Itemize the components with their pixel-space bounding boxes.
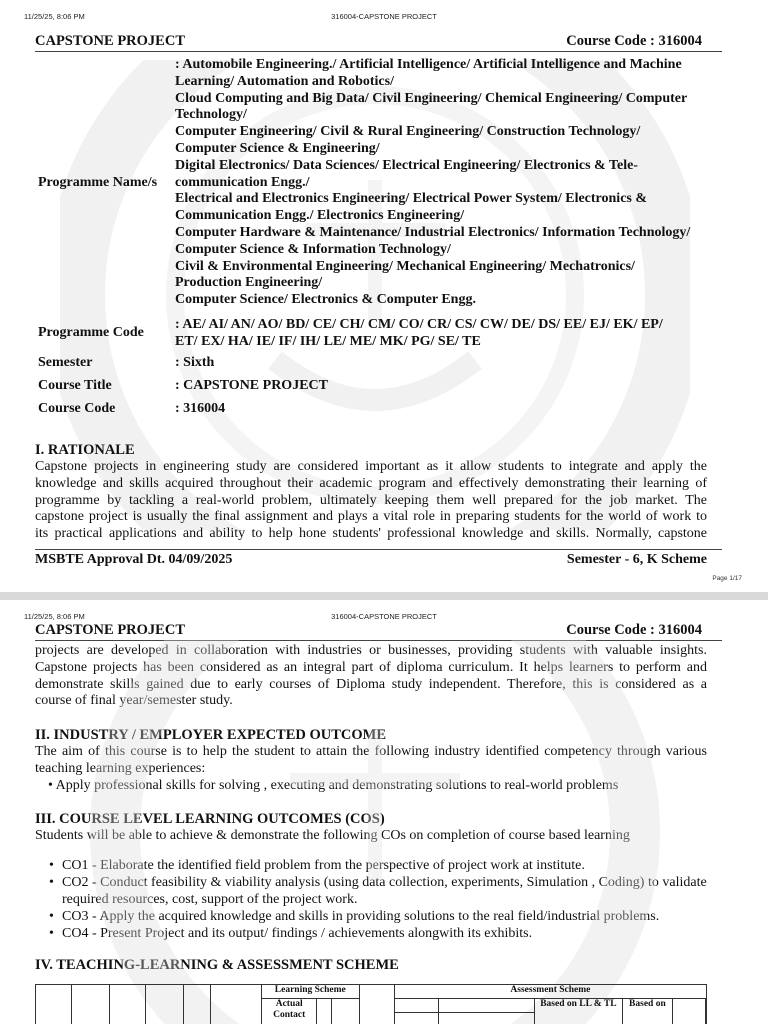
course-code-value: : 316004 [175, 401, 226, 416]
actual-contact-header: Actual Contact [261, 999, 317, 1024]
programme-names-line: Computer Science & Information Technology/ [175, 241, 451, 257]
section-3-intro: Students will be able to achieve & demonstrate the following COs on completion of course based learning [35, 827, 630, 843]
table-cell [183, 985, 210, 1024]
table-cell [438, 999, 534, 1013]
based-on-ll-tl-header: Based on LL & TL [534, 999, 623, 1024]
page2-content [35, 643, 707, 974]
table-row [36, 985, 707, 999]
programme-code-line: : AE/ AI/ AN/ AO/ BD/ CE/ CH/ CM/ CO/ CR/ CS/ CW/ DE/ DS/ EE/ EJ/ EK/ EP/ [175, 317, 663, 332]
programme-names-line: Production Engineering/ [175, 275, 323, 291]
co-item: • CO1 - Elaborate the identified field problem from the perspective of project work at institute. [35, 858, 707, 875]
course-code-row [35, 401, 725, 424]
co-item: • CO4 - Present Project and its output/ findings / achievements alongwith its exhibits. [35, 926, 707, 943]
programme-names-line: Computer Science & Engineering/ [175, 140, 380, 156]
co-list [35, 858, 707, 942]
rationale-line: its practical applications and ability to help hone students' professional knowledge and skills. Normally, capstone [35, 526, 707, 542]
programme-names-line: Electrical and Electronics Engineering/ Electrical Power System/ Electronics & [175, 191, 648, 207]
programme-names-line: : Automobile Engineering./ Artificial Intelligence/ Artificial Intelligence and Machine [175, 57, 682, 72]
rationale-cont-line: projects are developed in collaboration with industries or businesses, providing students with valuable insights. [35, 643, 707, 658]
course-info-block [35, 57, 725, 424]
page-footer [35, 549, 722, 568]
rationale-section [35, 442, 707, 543]
print-header [0, 12, 768, 24]
programme-names-line: Communication Engg./ Electronics Engineering/ [175, 208, 465, 224]
learning-scheme-header: Learning Scheme [261, 985, 359, 999]
section-2-heading: II. INDUSTRY / EMPLOYER EXPECTED OUTCOME [35, 727, 387, 744]
rationale-line: Capstone projects in engineering study are considered important as it allow students to integrate and apply the [35, 459, 707, 474]
running-header-course-code: Course Code : 316004 [566, 33, 702, 49]
course-title-row [35, 378, 725, 401]
rationale-body [35, 459, 707, 543]
programme-code-row [35, 317, 725, 355]
running-header-title: CAPSTONE PROJECT [35, 33, 185, 49]
section-2-line: The aim of this course is to help the student to attain the following industry identified competency through various [35, 744, 707, 760]
programme-names-value [175, 57, 725, 309]
rationale-line: capstone project is usually the final assignment and plays a vital role in preparing students for the world of work to [35, 509, 707, 525]
programme-names-label: Programme Name/s [38, 175, 158, 190]
co-item: • CO2 - Conduct feasibility & viability analysis (using data collection, experiments, Simulation , Coding) to validate required resources, cost, support of the project work. [35, 875, 707, 909]
programme-code-label: Programme Code [38, 325, 144, 340]
rationale-cont-line: course of final year/semester study. [35, 693, 233, 709]
course-title-label: Course Title [38, 378, 112, 393]
teaching-assessment-table [35, 984, 707, 1024]
course-code-label: Course Code [38, 401, 116, 416]
programme-code-line: ET/ EX/ HA/ IE/ IF/ IH/ LE/ ME/ MK/ PG/ SE/ TE [175, 333, 481, 349]
rationale-cont-line: Capstone projects has been considered as an integral part of diploma curriculum. It helps learners to perform and [35, 659, 707, 675]
semester-scheme: Semester - 6, K Scheme [566, 552, 707, 567]
running-header-title: CAPSTONE PROJECT [35, 622, 185, 638]
programme-names-line: Cloud Computing and Big Data/ Civil Engineering/ Chemical Engineering/ Computer [175, 90, 688, 106]
table-cell [145, 985, 183, 1024]
table-cell [706, 999, 707, 1024]
section-2-body [35, 744, 707, 794]
section-4-heading: IV. TEACHING-LEARNING & ASSESSMENT SCHEME [35, 957, 399, 974]
print-timestamp: 11/25/25, 8:06 PM [24, 12, 85, 21]
rationale-continuation [35, 643, 707, 710]
table-cell [317, 999, 332, 1024]
running-header-course-code: Course Code : 316004 [566, 622, 702, 638]
table-cell [438, 1013, 534, 1024]
print-title: 316004-CAPSTONE PROJECT [331, 12, 437, 21]
semester-label: Semester [38, 355, 93, 370]
programme-names-line: Computer Hardware & Maintenance/ Industrial Electronics/ Information Technology/ [175, 224, 691, 240]
rationale-cont-line: demonstrate skills gained due to early courses of Diploma study independent. Therefore, this is considered as a [35, 676, 707, 692]
co-item: • CO3 - Apply the acquired knowledge and skills in providing solutions to the real field/industrial problems. [35, 909, 707, 926]
table-cell [211, 985, 262, 1024]
table-cell [394, 1013, 438, 1024]
section-2-bullet: • Apply professional skills for solving , executing and demonstrating solutions to real-world problems [48, 777, 619, 793]
running-header [35, 32, 722, 52]
programme-names-row [35, 57, 725, 309]
section-2-line: teaching learning experiences: [35, 760, 206, 776]
table-cell [72, 985, 110, 1024]
table-cell [672, 999, 705, 1024]
table-cell [36, 985, 72, 1024]
programme-names-line: Computer Science/ Electronics & Computer Engg. [175, 292, 476, 308]
programme-names-line: Civil & Environmental Engineering/ Mechanical Engineering/ Mechatronics/ [175, 258, 635, 274]
print-timestamp: 11/25/25, 8:06 PM [24, 612, 85, 621]
document-page-2 [0, 600, 768, 1024]
programme-names-line: Learning/ Automation and Robotics/ [175, 73, 394, 89]
section-3-heading: III. COURSE LEVEL LEARNING OUTCOMES (COS) [35, 810, 385, 827]
approval-date: MSBTE Approval Dt. 04/09/2025 [35, 552, 233, 567]
rationale-line: programme by tackling a real-world problem, ultimately keeping them well prepared for the job market. The [35, 492, 707, 508]
programme-names-line: Digital Electronics/ Data Sciences/ Electrical Engineering/ Electronics & Tele- [175, 157, 638, 173]
assessment-scheme-header: Assessment Scheme [394, 985, 706, 999]
programme-names-line: Computer Engineering/ Civil & Rural Engineering/ Construction Technology/ [175, 124, 641, 140]
programme-names-line: communication Engg./ [175, 174, 310, 190]
running-header [35, 621, 722, 641]
programme-code-value [175, 317, 725, 351]
rationale-line: knowledge and skills acquired throughout their academic program and effectively demonstrating their learning of [35, 475, 707, 491]
rationale-heading: I. RATIONALE [35, 442, 135, 458]
print-title: 316004-CAPSTONE PROJECT [331, 612, 437, 621]
table-cell [394, 999, 438, 1013]
table-cell [359, 985, 394, 1024]
based-on-header: Based on [623, 999, 672, 1024]
semester-value: : Sixth [175, 355, 215, 370]
course-title-value: : CAPSTONE PROJECT [175, 378, 328, 393]
table-cell [332, 999, 359, 1024]
table-cell [110, 985, 145, 1024]
page-separator [0, 592, 768, 600]
page-number: Page 1/17 [712, 575, 742, 582]
semester-row [35, 355, 725, 378]
programme-names-line: Technology/ [175, 107, 247, 123]
